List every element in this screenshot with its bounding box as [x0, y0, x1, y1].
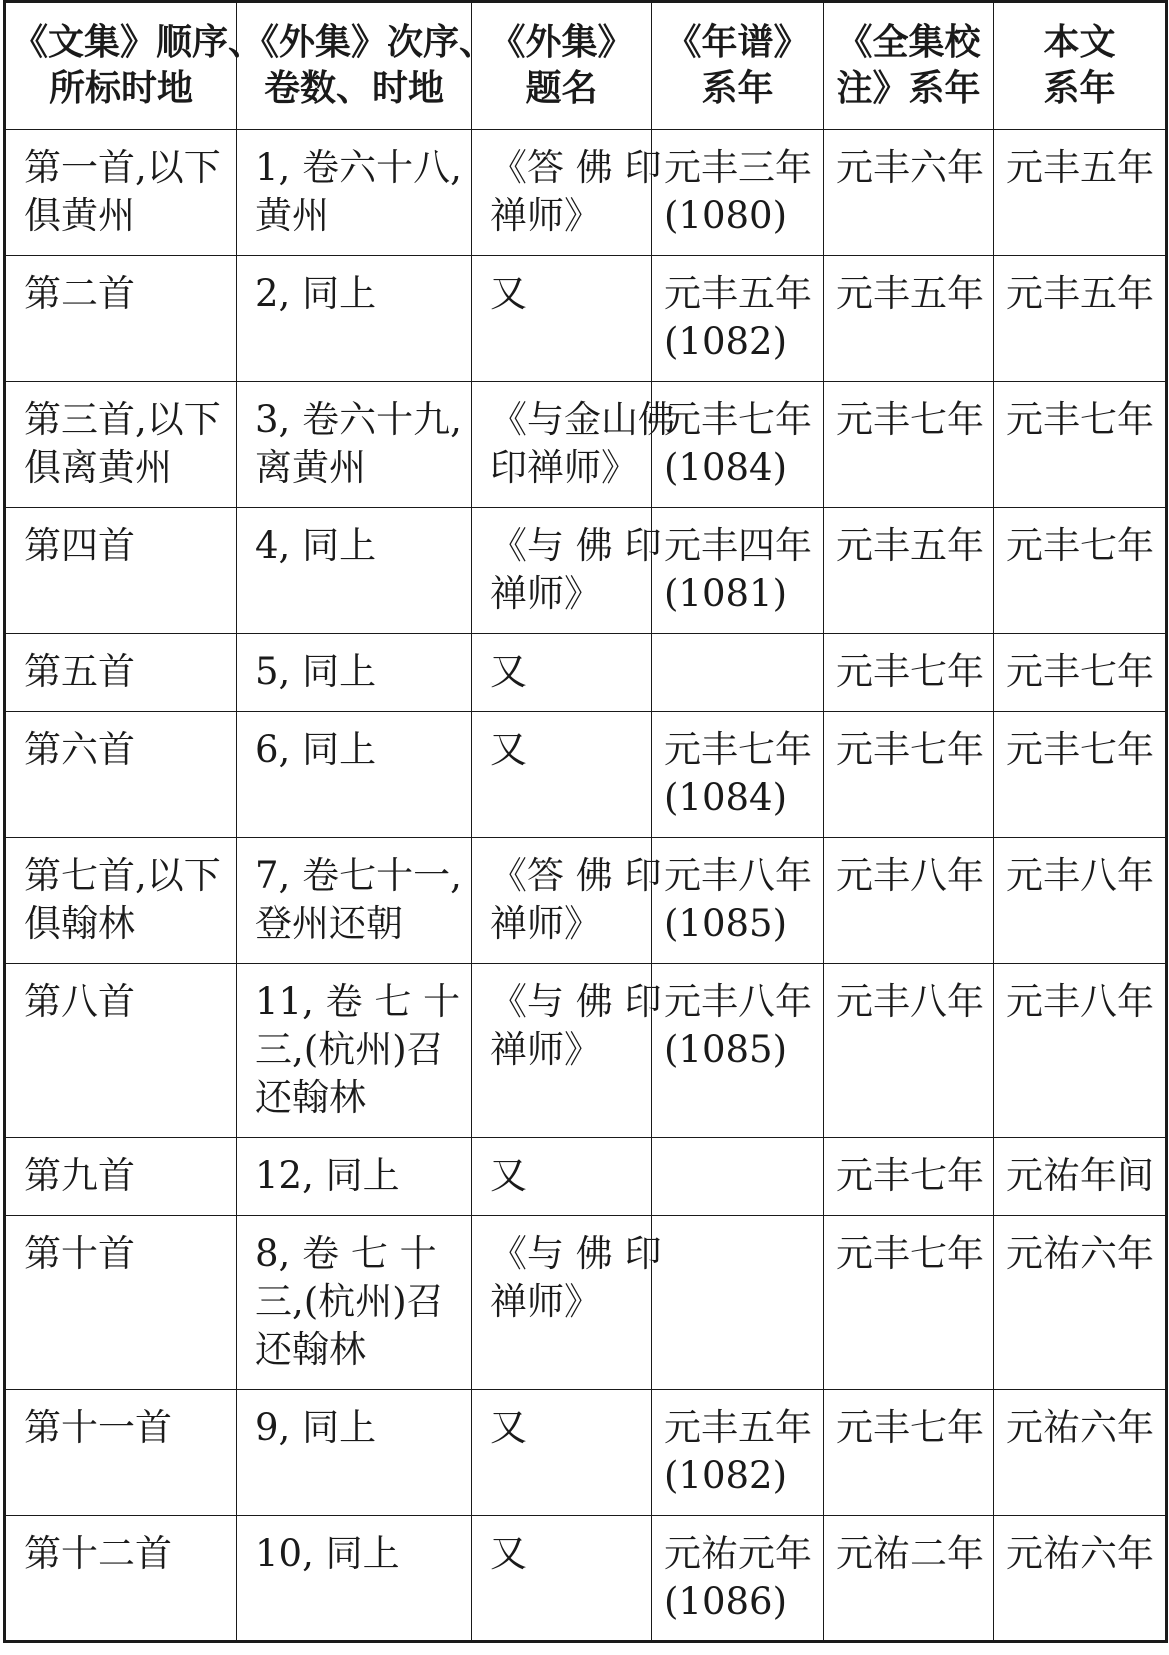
table-cell — [824, 382, 994, 508]
cell-text: 《答 佛 印 — [490, 146, 662, 189]
cell-text: 第十二首 — [24, 1532, 172, 1575]
cell-text: 第三首,以下 — [24, 398, 221, 441]
table-row — [5, 634, 1167, 712]
table-cell — [472, 634, 652, 712]
header-waiji-title — [472, 2, 652, 130]
cell-text: 1, 卷六十八, — [255, 146, 462, 189]
cell-text: 俱翰林 — [24, 902, 135, 945]
table-cell — [994, 1216, 1167, 1390]
table-cell — [824, 256, 994, 382]
table-cell — [472, 130, 662, 256]
table-cell — [5, 838, 237, 964]
table-cell — [824, 1216, 994, 1390]
cell-text: 元丰七年 — [836, 1232, 984, 1275]
table-cell — [652, 964, 824, 1138]
cell-text: 元丰五年 — [664, 1406, 812, 1449]
cell-text: 元丰八年 — [664, 980, 812, 1023]
cell-text: 第八首 — [24, 980, 135, 1023]
table-header-row — [5, 2, 1167, 130]
table-cell — [5, 1216, 237, 1390]
table-cell — [994, 712, 1167, 838]
cell-text: 禅师》 — [490, 902, 601, 945]
cell-text: 元丰七年 — [836, 1406, 984, 1449]
cell-text: 第二首 — [24, 272, 135, 315]
table-row — [5, 1390, 1167, 1516]
cell-text: (1085) — [664, 902, 788, 945]
table-cell — [5, 382, 237, 508]
table-cell — [5, 130, 237, 256]
cell-text: 元祐六年 — [1006, 1406, 1154, 1449]
cell-text: 禅师》 — [490, 1280, 601, 1323]
cell-text: 《与 佛 印 — [490, 1232, 662, 1275]
table-cell — [994, 1138, 1167, 1216]
header-text: 注》系年 — [836, 68, 981, 109]
cell-text: 元丰五年 — [836, 272, 984, 315]
cell-text: 元丰七年 — [1006, 650, 1154, 693]
cell-text: 元祐年间 — [1006, 1154, 1154, 1197]
table-cell — [824, 634, 994, 712]
cell-text: 又 — [490, 728, 527, 771]
cell-text: 3, 卷六十九, — [255, 398, 462, 441]
table-cell — [237, 964, 472, 1138]
cell-text: 元丰四年 — [664, 524, 812, 567]
table-cell — [652, 1216, 824, 1390]
cell-text: (1081) — [664, 572, 788, 615]
cell-text: 又 — [490, 1406, 527, 1449]
cell-text: 9, 同上 — [255, 1406, 377, 1449]
table-cell — [237, 712, 472, 838]
table-cell — [5, 1138, 237, 1216]
table-cell — [472, 256, 652, 382]
table-cell — [824, 1516, 994, 1642]
cell-text: (1080) — [664, 194, 788, 237]
cell-text: 8, 卷 七 十 — [255, 1232, 437, 1275]
table-cell — [472, 508, 662, 634]
table-cell — [5, 256, 237, 382]
cell-text: (1086) — [664, 1580, 788, 1623]
cell-text: 10, 同上 — [255, 1532, 400, 1575]
cell-text: 《与 佛 印 — [490, 980, 662, 1023]
cell-text: 《与 佛 印 — [490, 524, 662, 567]
header-text: 卷数、时地 — [263, 68, 444, 109]
cell-text: 元丰七年 — [836, 1154, 984, 1197]
header-nianpu-year — [652, 2, 824, 130]
cell-text: 元祐二年 — [836, 1532, 984, 1575]
cell-text: 元祐元年 — [664, 1532, 812, 1575]
table-cell — [472, 1516, 652, 1642]
table-cell — [237, 256, 472, 382]
cell-text: 三,(杭州)召 — [255, 1280, 444, 1323]
table-cell — [652, 1516, 824, 1642]
table-cell — [472, 712, 652, 838]
cell-text: 元丰七年 — [836, 398, 984, 441]
cell-text: (1084) — [664, 776, 788, 819]
cell-text: 元丰八年 — [664, 854, 812, 897]
cell-text: 6, 同上 — [255, 728, 377, 771]
cell-text: 元丰七年 — [836, 650, 984, 693]
table-cell — [472, 838, 662, 964]
cell-text: 登州还朝 — [255, 902, 403, 945]
table-cell — [237, 634, 472, 712]
table-cell — [652, 712, 824, 838]
cell-text: 俱黄州 — [24, 194, 135, 237]
table-cell — [652, 130, 824, 256]
table-cell — [652, 508, 824, 634]
header-sequence — [5, 2, 265, 130]
cell-text: 元丰八年 — [836, 854, 984, 897]
cell-text: 第五首 — [24, 650, 135, 693]
table-cell — [237, 508, 472, 634]
cell-text: 元丰八年 — [836, 980, 984, 1023]
table-cell — [994, 130, 1167, 256]
table-row — [5, 1516, 1167, 1642]
cell-text: 禅师》 — [490, 194, 601, 237]
chronology-table — [3, 0, 1168, 1643]
header-text: 系年 — [1043, 68, 1116, 109]
cell-text: 又 — [490, 272, 527, 315]
cell-text: 离黄州 — [255, 446, 366, 489]
cell-text: 元丰八年 — [1006, 980, 1154, 1023]
cell-text: 第十首 — [24, 1232, 135, 1275]
cell-text: 元丰七年 — [664, 398, 812, 441]
table-body — [5, 130, 1167, 1642]
table-cell — [994, 838, 1167, 964]
header-text: 《外集》次序、 — [243, 22, 496, 63]
header-text: 系年 — [701, 68, 774, 109]
cell-text: 禅师》 — [490, 572, 601, 615]
header-text: 《外集》 — [489, 22, 634, 63]
table-cell — [5, 508, 237, 634]
cell-text: 元丰七年 — [1006, 398, 1154, 441]
cell-text: 又 — [490, 1532, 527, 1575]
cell-text: 5, 同上 — [255, 650, 377, 693]
cell-text: (1084) — [664, 446, 788, 489]
table-cell — [5, 1516, 237, 1642]
table-cell — [472, 382, 675, 508]
cell-text: 元丰五年 — [1006, 272, 1154, 315]
table-row — [5, 964, 1167, 1138]
table-cell — [237, 382, 472, 508]
table-cell — [652, 634, 824, 712]
cell-text: 元丰七年 — [836, 728, 984, 771]
table-cell — [994, 508, 1167, 634]
table-cell — [994, 634, 1167, 712]
table-row — [5, 712, 1167, 838]
header-text: 《文集》顺序、 — [12, 22, 265, 63]
cell-text: 第七首,以下 — [24, 854, 221, 897]
table-cell — [652, 1390, 824, 1516]
table-row — [5, 1138, 1167, 1216]
cell-text: 黄州 — [255, 194, 329, 237]
table-cell — [994, 1516, 1167, 1642]
table-cell — [652, 382, 824, 508]
cell-text: 三,(杭州)召 — [255, 1028, 444, 1071]
table-container — [3, 0, 1165, 1643]
header-quanji-year — [824, 2, 994, 130]
cell-text: 元丰七年 — [1006, 728, 1154, 771]
table-cell — [472, 1390, 652, 1516]
header-text: 题名 — [525, 68, 598, 109]
cell-text: 元丰三年 — [664, 146, 812, 189]
cell-text: (1082) — [664, 320, 788, 363]
cell-text: 元丰五年 — [836, 524, 984, 567]
cell-text: 第一首,以下 — [24, 146, 221, 189]
cell-text: 又 — [490, 650, 527, 693]
cell-text: 4, 同上 — [255, 524, 377, 567]
cell-text: 还翰林 — [255, 1328, 366, 1371]
table-cell — [237, 838, 472, 964]
table-cell — [5, 1390, 237, 1516]
cell-text: (1085) — [664, 1028, 788, 1071]
table-row — [5, 130, 1167, 256]
table-cell — [994, 256, 1167, 382]
cell-text: 元丰五年 — [664, 272, 812, 315]
cell-text: 元丰五年 — [1006, 146, 1154, 189]
table-cell — [994, 382, 1167, 508]
cell-text: 第四首 — [24, 524, 135, 567]
table-cell — [824, 1390, 994, 1516]
table-row — [5, 838, 1167, 964]
header-waiji-order — [237, 2, 496, 130]
cell-text: 印禅师》 — [490, 446, 638, 489]
table-cell — [237, 1138, 472, 1216]
table-cell — [994, 1390, 1167, 1516]
table-cell — [5, 712, 237, 838]
header-text: 《年谱》 — [665, 22, 810, 63]
cell-text: 还翰林 — [255, 1076, 366, 1119]
table-row — [5, 508, 1167, 634]
cell-text: 《与金山佛 — [490, 398, 675, 441]
cell-text: 元丰八年 — [1006, 854, 1154, 897]
table-cell — [824, 712, 994, 838]
table-cell — [824, 508, 994, 634]
table-cell — [5, 634, 237, 712]
cell-text: (1082) — [664, 1454, 788, 1497]
table-cell — [237, 1390, 472, 1516]
table-cell — [472, 964, 662, 1138]
table-cell — [472, 1138, 652, 1216]
cell-text: 第六首 — [24, 728, 135, 771]
header-text: 所标时地 — [48, 68, 193, 109]
table-row — [5, 1216, 1167, 1390]
cell-text: 元丰七年 — [1006, 524, 1154, 567]
table-cell — [824, 964, 994, 1138]
cell-text: 《答 佛 印 — [490, 854, 662, 897]
cell-text: 2, 同上 — [255, 272, 377, 315]
table-cell — [994, 964, 1167, 1138]
cell-text: 12, 同上 — [255, 1154, 400, 1197]
table-row — [5, 256, 1167, 382]
table-cell — [237, 1216, 472, 1390]
table-cell — [824, 130, 994, 256]
header-text: 《全集校 — [836, 22, 981, 63]
header-this-paper-year — [994, 2, 1167, 130]
table-cell — [237, 130, 472, 256]
cell-text: 第十一首 — [24, 1406, 172, 1449]
table-cell — [472, 1216, 662, 1390]
cell-text: 元祐六年 — [1006, 1232, 1154, 1275]
table-cell — [824, 1138, 994, 1216]
cell-text: 第九首 — [24, 1154, 135, 1197]
cell-text: 元丰七年 — [664, 728, 812, 771]
table-row — [5, 382, 1167, 508]
cell-text: 又 — [490, 1154, 527, 1197]
table-cell — [824, 838, 994, 964]
cell-text: 11, 卷 七 十 — [255, 980, 461, 1023]
table-cell — [5, 964, 237, 1138]
cell-text: 元祐六年 — [1006, 1532, 1154, 1575]
table-cell — [652, 838, 824, 964]
table-cell — [237, 1516, 472, 1642]
cell-text: 元丰六年 — [836, 146, 984, 189]
table-cell — [652, 1138, 824, 1216]
header-text: 本文 — [1043, 22, 1116, 63]
cell-text: 7, 卷七十一, — [255, 854, 462, 897]
table-cell — [652, 256, 824, 382]
cell-text: 禅师》 — [490, 1028, 601, 1071]
cell-text: 俱离黄州 — [24, 446, 172, 489]
